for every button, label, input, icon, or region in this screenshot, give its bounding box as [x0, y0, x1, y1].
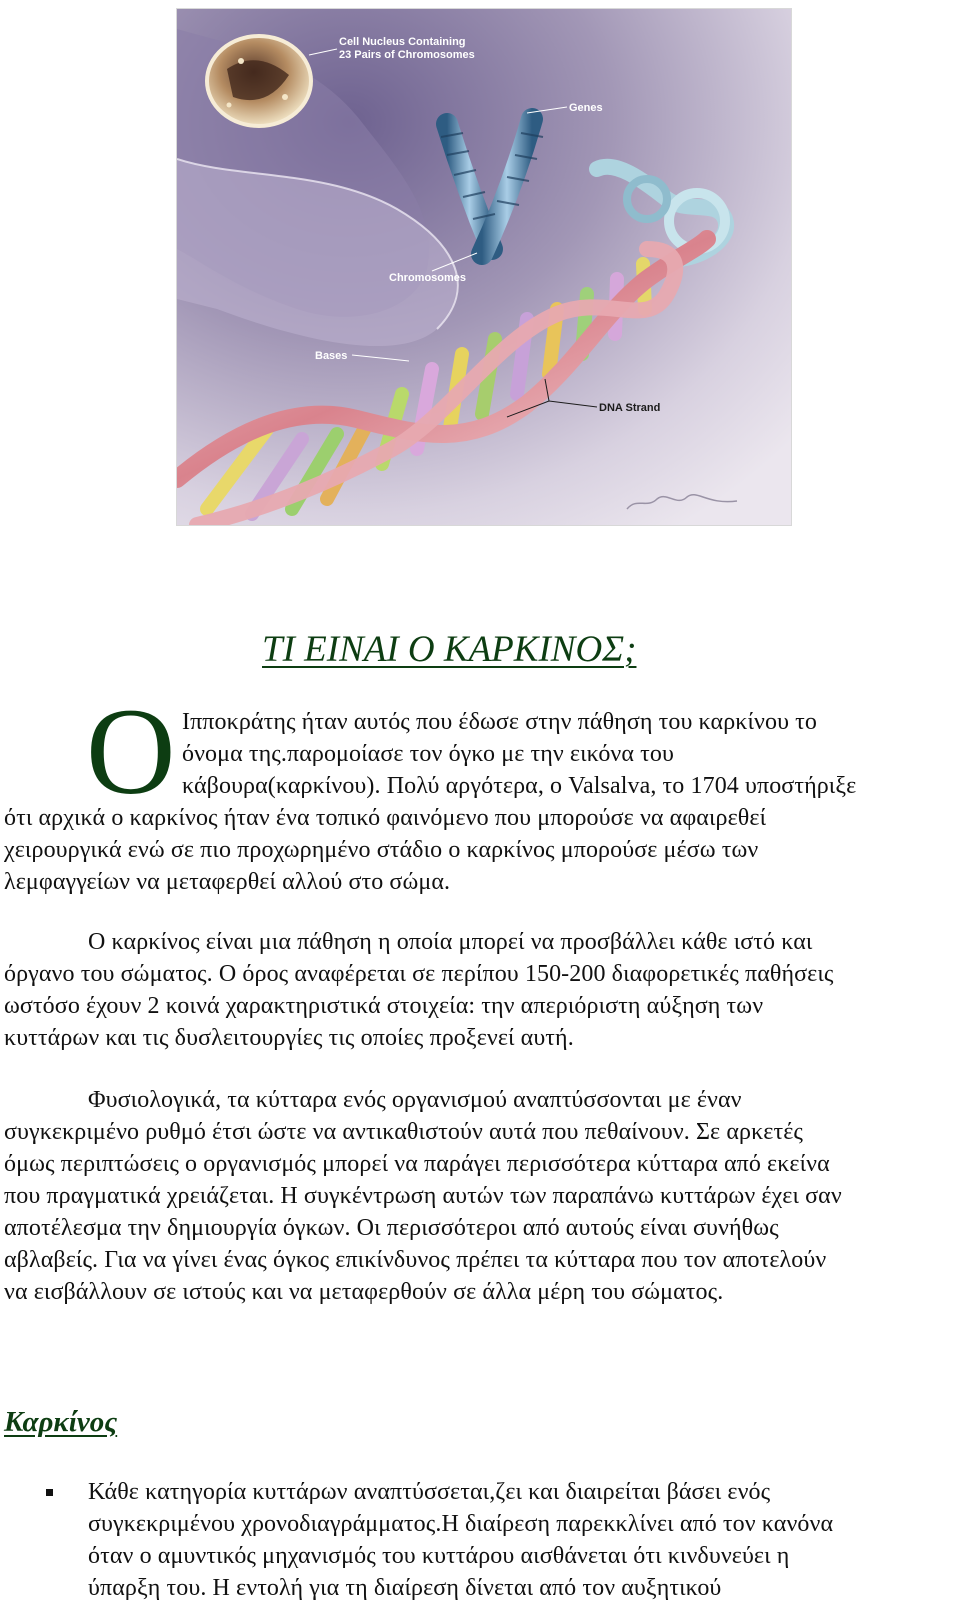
paragraph-line: Ο καρκίνος είναι μια πάθηση η οποία μπορεί να προσβάλλει κάθε ιστό και [88, 929, 813, 955]
page-heading: ΤΙ ΕΙΝΑΙ Ο ΚΑΡΚΙΝΟΣ; [262, 629, 637, 670]
cell-nucleus [207, 36, 311, 126]
drop-cap: Ο [86, 683, 176, 820]
paragraph-line: αβλαβείς. Για να γίνει ένας όγκος επικίνδυνος πρέπει τα κύτταρα που τον αποτελούν [4, 1247, 827, 1273]
label-genes: Genes [569, 102, 603, 114]
paragraph-line: ωστόσο έχουν 2 κοινά χαρακτηριστικά στοιχεία: την απεριόριστη αύξηση των [4, 993, 764, 1019]
intro-line: λεμφαγγείων να μεταφερθεί αλλού στο σώμα. [4, 869, 451, 895]
dna-diagram [177, 9, 791, 525]
intro-line: χειρουργικά ενώ σε πιο προχωρημένο στάδιο ο καρκίνος μπορούσε μέσω των [4, 837, 759, 863]
label-dna-strand: DNA Strand [599, 402, 661, 414]
section-title: Καρκίνος [4, 1406, 118, 1438]
bullet-icon [46, 1489, 53, 1496]
bullet-line: όταν ο αμυντικός μηχανισμός του κυττάρου αισθάνεται ότι κινδυνεύει η [88, 1543, 790, 1569]
intro-line: όνομα της.παρομοίασε τον όγκο με την εικόνα του [182, 741, 674, 767]
intro-line: Ιπποκράτης ήταν αυτός που έδωσε στην πάθηση του καρκίνου το [182, 709, 817, 735]
bullet-line: ύπαρξη του. Η εντολή για τη διαίρεση δίνεται από τον αυξητικού [88, 1575, 722, 1601]
bullet-line: συγκεκριμένου χρονοδιαγράμματος.Η διαίρεση παρεκκλίνει από τον κανόνα [88, 1511, 834, 1537]
intro-line: κάβουρα(καρκίνου). Πολύ αργότερα, ο Valsalva, το 1704 υποστήριξε [182, 773, 857, 799]
label-nucleus-line2: 23 Pairs of Chromosomes [339, 49, 475, 61]
paragraph-line: Φυσιολογικά, τα κύτταρα ενός οργανισμού αναπτύσσονται με έναν [88, 1087, 742, 1113]
bullet-line: Κάθε κατηγορία κυττάρων αναπτύσσεται,ζει και διαιρείται βάσει ενός [88, 1479, 771, 1505]
paragraph-line: συγκεκριμένο ρυθμό έτσι ώστε να αντικαθιστούν αυτά που πεθαίνουν. Σε αρκετές [4, 1119, 803, 1145]
label-nucleus-line1: Cell Nucleus Containing [339, 36, 466, 48]
label-bases: Bases [315, 350, 348, 362]
label-chromosomes: Chromosomes [389, 272, 467, 284]
paragraph-line: κυττάρων και τις δυσλειτουργίες τις οποίες προξενεί αυτή. [4, 1025, 574, 1051]
paragraph-line: να εισβάλλουν σε ιστούς και να μεταφερθούν σε άλλα μέρη του σώματος. [4, 1279, 724, 1305]
intro-line: ότι αρχικά ο καρκίνος ήταν ένα τοπικό φαινόμενο που μπορούσε να αφαιρεθεί [4, 805, 767, 831]
paragraph-line: που πραγματικά χρειάζεται. Η συγκέντρωση αυτών των παραπάνω κυττάρων έχει σαν [4, 1183, 842, 1209]
paragraph-line: αποτέλεσμα την δημιουργία όγκων. Οι περισσότεροι από αυτούς είναι συνήθως [4, 1215, 779, 1241]
paragraph-line: όμως περιπτώσεις ο οργανισμός μπορεί να παράγει περισσότερα κύτταρα από εκείνα [4, 1151, 830, 1177]
paragraph-line: όργανο του σώματος. Ο όρος αναφέρεται σε περίπου 150-200 διαφορετικές παθήσεις [4, 961, 834, 987]
dna-illustration [176, 8, 792, 526]
